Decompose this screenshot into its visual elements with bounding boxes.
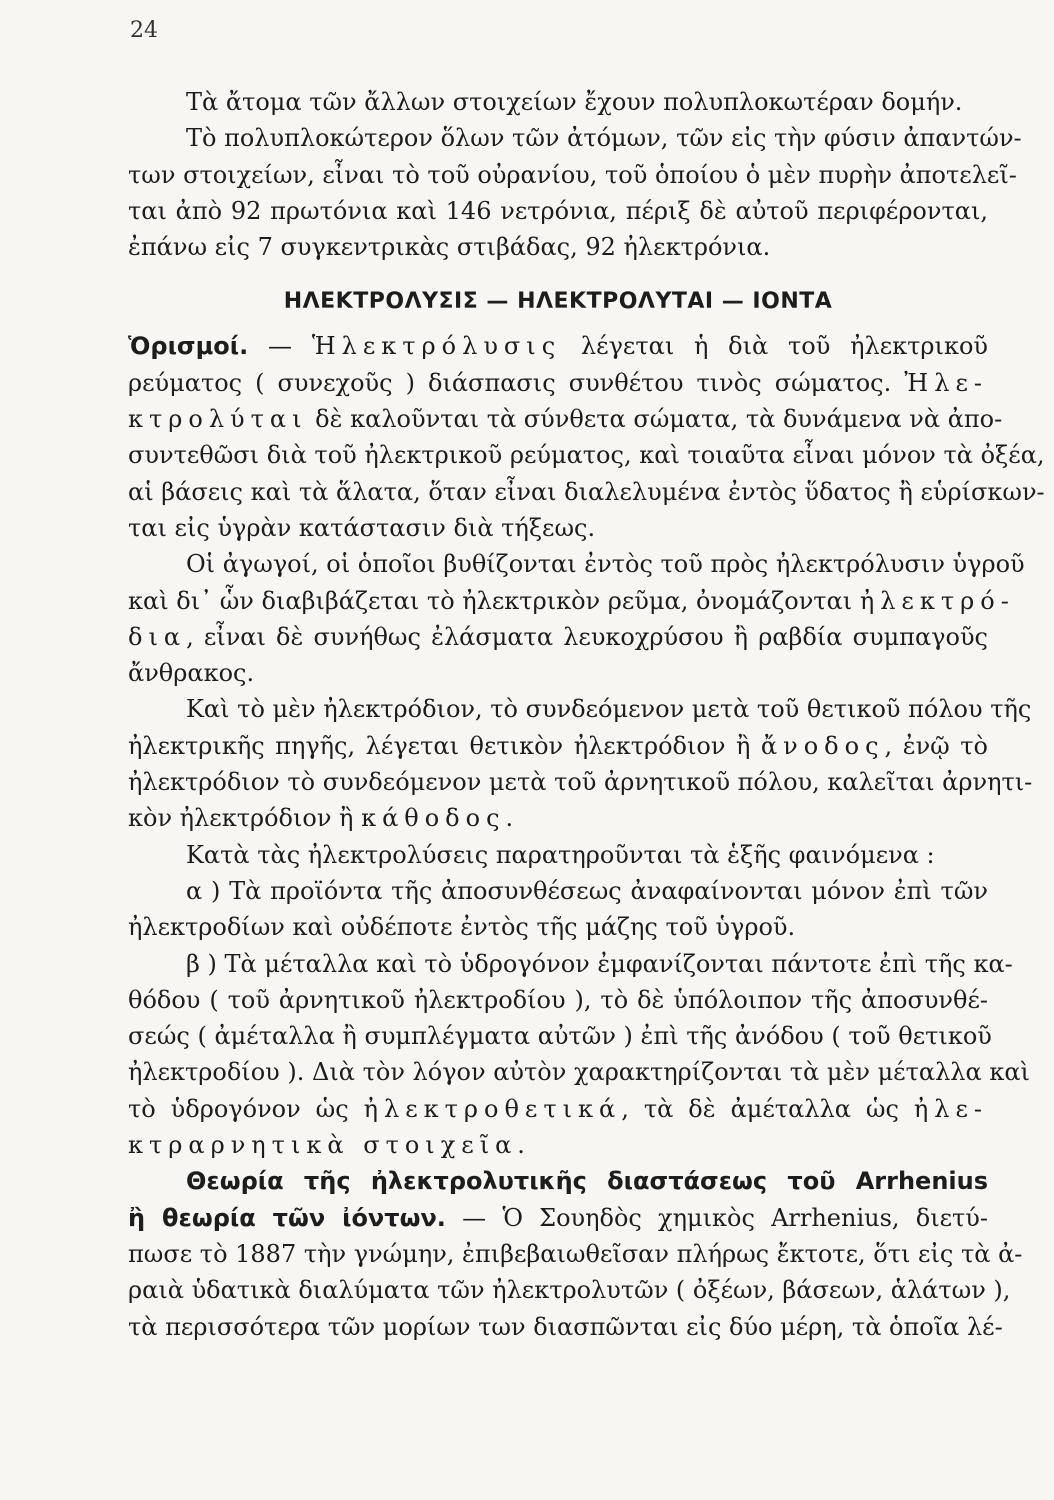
paragraph-line: Καὶ τὸ μὲν ἠλεκτρόδιον, τὸ συνδεόμενον μετὰ τοῦ θετικοῦ πόλου τῆς [186,695,1032,724]
spaced-term: κτρολύται [128,405,308,434]
spaced-term: ἄνοδος [760,731,885,760]
subsection-title: ἢ θεωρία τῶν ἰόντων. [128,1203,446,1232]
paragraph-line: Τὸ πολυπλοκώτερον ὅλων τῶν ἀτόμων, τῶν εἰς τὴν φύσιν ἀπαντών- [186,124,1022,153]
paragraph-line: Οἱ ἀγωγοί, οἱ ὁποῖοι βυθίζονται ἐντὸς τοῦ πρὸς ἠλεκτρόλυσιν ὑγροῦ [186,550,1025,579]
paragraph-line: καὶ δι᾽ ὧν διαβιβάζεται τὸ ἠλεκτρικὸν ρεῦμα, ὀνομάζονται ἠλεκτρό- [128,586,1015,615]
paragraph-line: ἠλεκτρόδιον τὸ συνδεόμενον μετὰ τοῦ ἀρνητικοῦ πόλου, καλεῖται ἀρνητι- [128,768,1033,797]
paragraph-line: συντεθῶσι διὰ τοῦ ἠλεκτρικοῦ ρεύματος, καὶ τοιαῦτα εἶναι μόνον τὰ ὀξέα, [128,441,1045,470]
spaced-term: δια [128,622,187,651]
paragraph-line: ἠλεκτροδίων καὶ οὐδέποτε ἐντὸς τῆς μάζης τοῦ ὑγροῦ. [128,913,796,942]
spaced-term: ἠλεκτρό- [859,586,1015,615]
spaced-term: Ἡλεκτρόλυσις [311,332,562,361]
paragraph-line: θόδου ( τοῦ ἀρνητικοῦ ἠλεκτροδίου ), τὸ δὲ ὑπόλοιπον τῆς ἀποσυνθέ- [128,985,988,1014]
paragraph-line: κτρολύται δὲ καλοῦνται τὰ σύνθετα σώματα, τὰ δυνάμενα νὰ ἀπο- [128,405,1003,434]
section-heading: ΗΛΕΚΤΡΟΛΥΣΙΣ — ΗΛΕΚΤΡΟΛΥΤΑΙ — ΙΟΝΤΑ [283,289,833,315]
page-body [128,84,1045,1345]
paragraph-line: ρεύματος ( συνεχοῦς ) διάσπασις συνθέτου τινὸς σώματος. Ἠλε- [128,368,988,397]
paragraph-line: τὸ ὑδρογόνον ὡς ἠλεκτροθετικά, τὰ δὲ ἀμέταλλα ὡς ἠλε- [128,1094,988,1123]
paragraph-line: κτραρνητικὰ στοιχεῖα. [128,1131,531,1160]
paragraph-line: ἢ θεωρία τῶν ἰόντων. — Ὁ Σουηδὸς χημικὸς Arrhenius, διετύ- [128,1203,989,1232]
spaced-term: κάθοδος [361,804,506,833]
subsection-title: Θεωρία τῆς ἠλεκτρολυτικῆς διαστάσεως τοῦ Arrhenius [186,1167,988,1196]
paragraph-line: Ὁρισμοί. — Ἡλεκτρόλυσις λέγεται ἡ διὰ τοῦ ἠλεκτρικοῦ [128,332,988,361]
paragraph-line: δια, εἶναι δὲ συνήθως ἐλάσματα λευκοχρύσου ἢ ραβδία συμπαγοῦς [128,622,988,651]
spaced-term: ἠλεκτροθετικά [363,1094,622,1123]
paragraph-line: ἐπάνω εἰς 7 συγκεντρικὰς στιβάδας, 92 ἠλεκτρόνια. [128,233,771,262]
spaced-term: Ἠλε- [904,368,988,397]
paragraph-line: β ) Τὰ μέταλλα καὶ τὸ ὑδρογόνον ἐμφανίζονται πάντοτε ἐπὶ τῆς κα- [186,949,1013,978]
paragraph-line: τὰ περισσότερα τῶν μορίων των διασπῶνται εἰς δύο μέρη, τὰ ὁποῖα λέ- [128,1312,1003,1341]
paragraph-line: ται εἰς ὑγρὰν κατάστασιν διὰ τήξεως. [128,513,596,542]
paragraph-line: ἠλεκτροδίου ). Διὰ τὸν λόγον αὐτὸν χαρακτηρίζονται τὰ μὲν μέταλλα καὶ [128,1058,1030,1087]
paragraph-line: πωσε τὸ 1887 τὴν γνώμην, ἐπιβεβαιωθεῖσαν πλήρως ἔκτοτε, ὅτι εἰς τὰ ἀ- [128,1239,1023,1268]
paragraph-line: κὸν ἠλεκτρόδιον ἢ κάθοδος. [128,804,514,833]
paragraph-line: ται ἀπὸ 92 πρωτόνια καὶ 146 νετρόνια, πέριξ δὲ αὐτοῦ περιφέρονται, [128,196,988,225]
page-number: 24 [130,18,158,43]
paragraph-line: α ) Τὰ προϊόντα τῆς ἀποσυνθέσεως ἀναφαίνονται μόνον ἐπὶ τῶν [186,876,988,905]
paragraph-line: των στοιχείων, εἶναι τὸ τοῦ οὐρανίου, τοῦ ὁποίου ὁ μὲν πυρὴν ἀποτελεῖ- [128,160,1017,189]
definition-term: Ὁρισμοί. [128,332,249,361]
paragraph-line: ἠλεκτρικῆς πηγῆς, λέγεται θετικὸν ἠλεκτρόδιον ἢ ἄνοδος, ἐνῷ τὸ [128,731,988,760]
paragraph-line: ραιὰ ὑδατικὰ διαλύματα τῶν ἠλεκτρολυτῶν ( ὀξέων, βάσεων, ἁλάτων ), [128,1276,1011,1305]
paragraph-line: Κατὰ τὰς ἠλεκτρολύσεις παρατηροῦνται τὰ ἑξῆς φαινόμενα : [186,840,935,869]
paragraph-line: Τὰ ἄτομα τῶν ἄλλων στοιχείων ἔχουν πολυπλοκωτέραν δομήν. [186,88,963,116]
paragraph-line: σεώς ( ἀμέταλλα ἢ συμπλέγματα αὐτῶν ) ἐπὶ τῆς ἀνόδου ( τοῦ θετικοῦ [128,1022,992,1051]
spaced-term: ἠλε- [913,1094,988,1123]
paragraph-line: ἄνθρακος. [128,659,255,688]
paragraph-line: αἱ βάσεις καὶ τὰ ἅλατα, ὅταν εἶναι διαλελυμένα ἐντὸς ὕδατος ἢ εὑρίσκων- [128,477,1045,506]
